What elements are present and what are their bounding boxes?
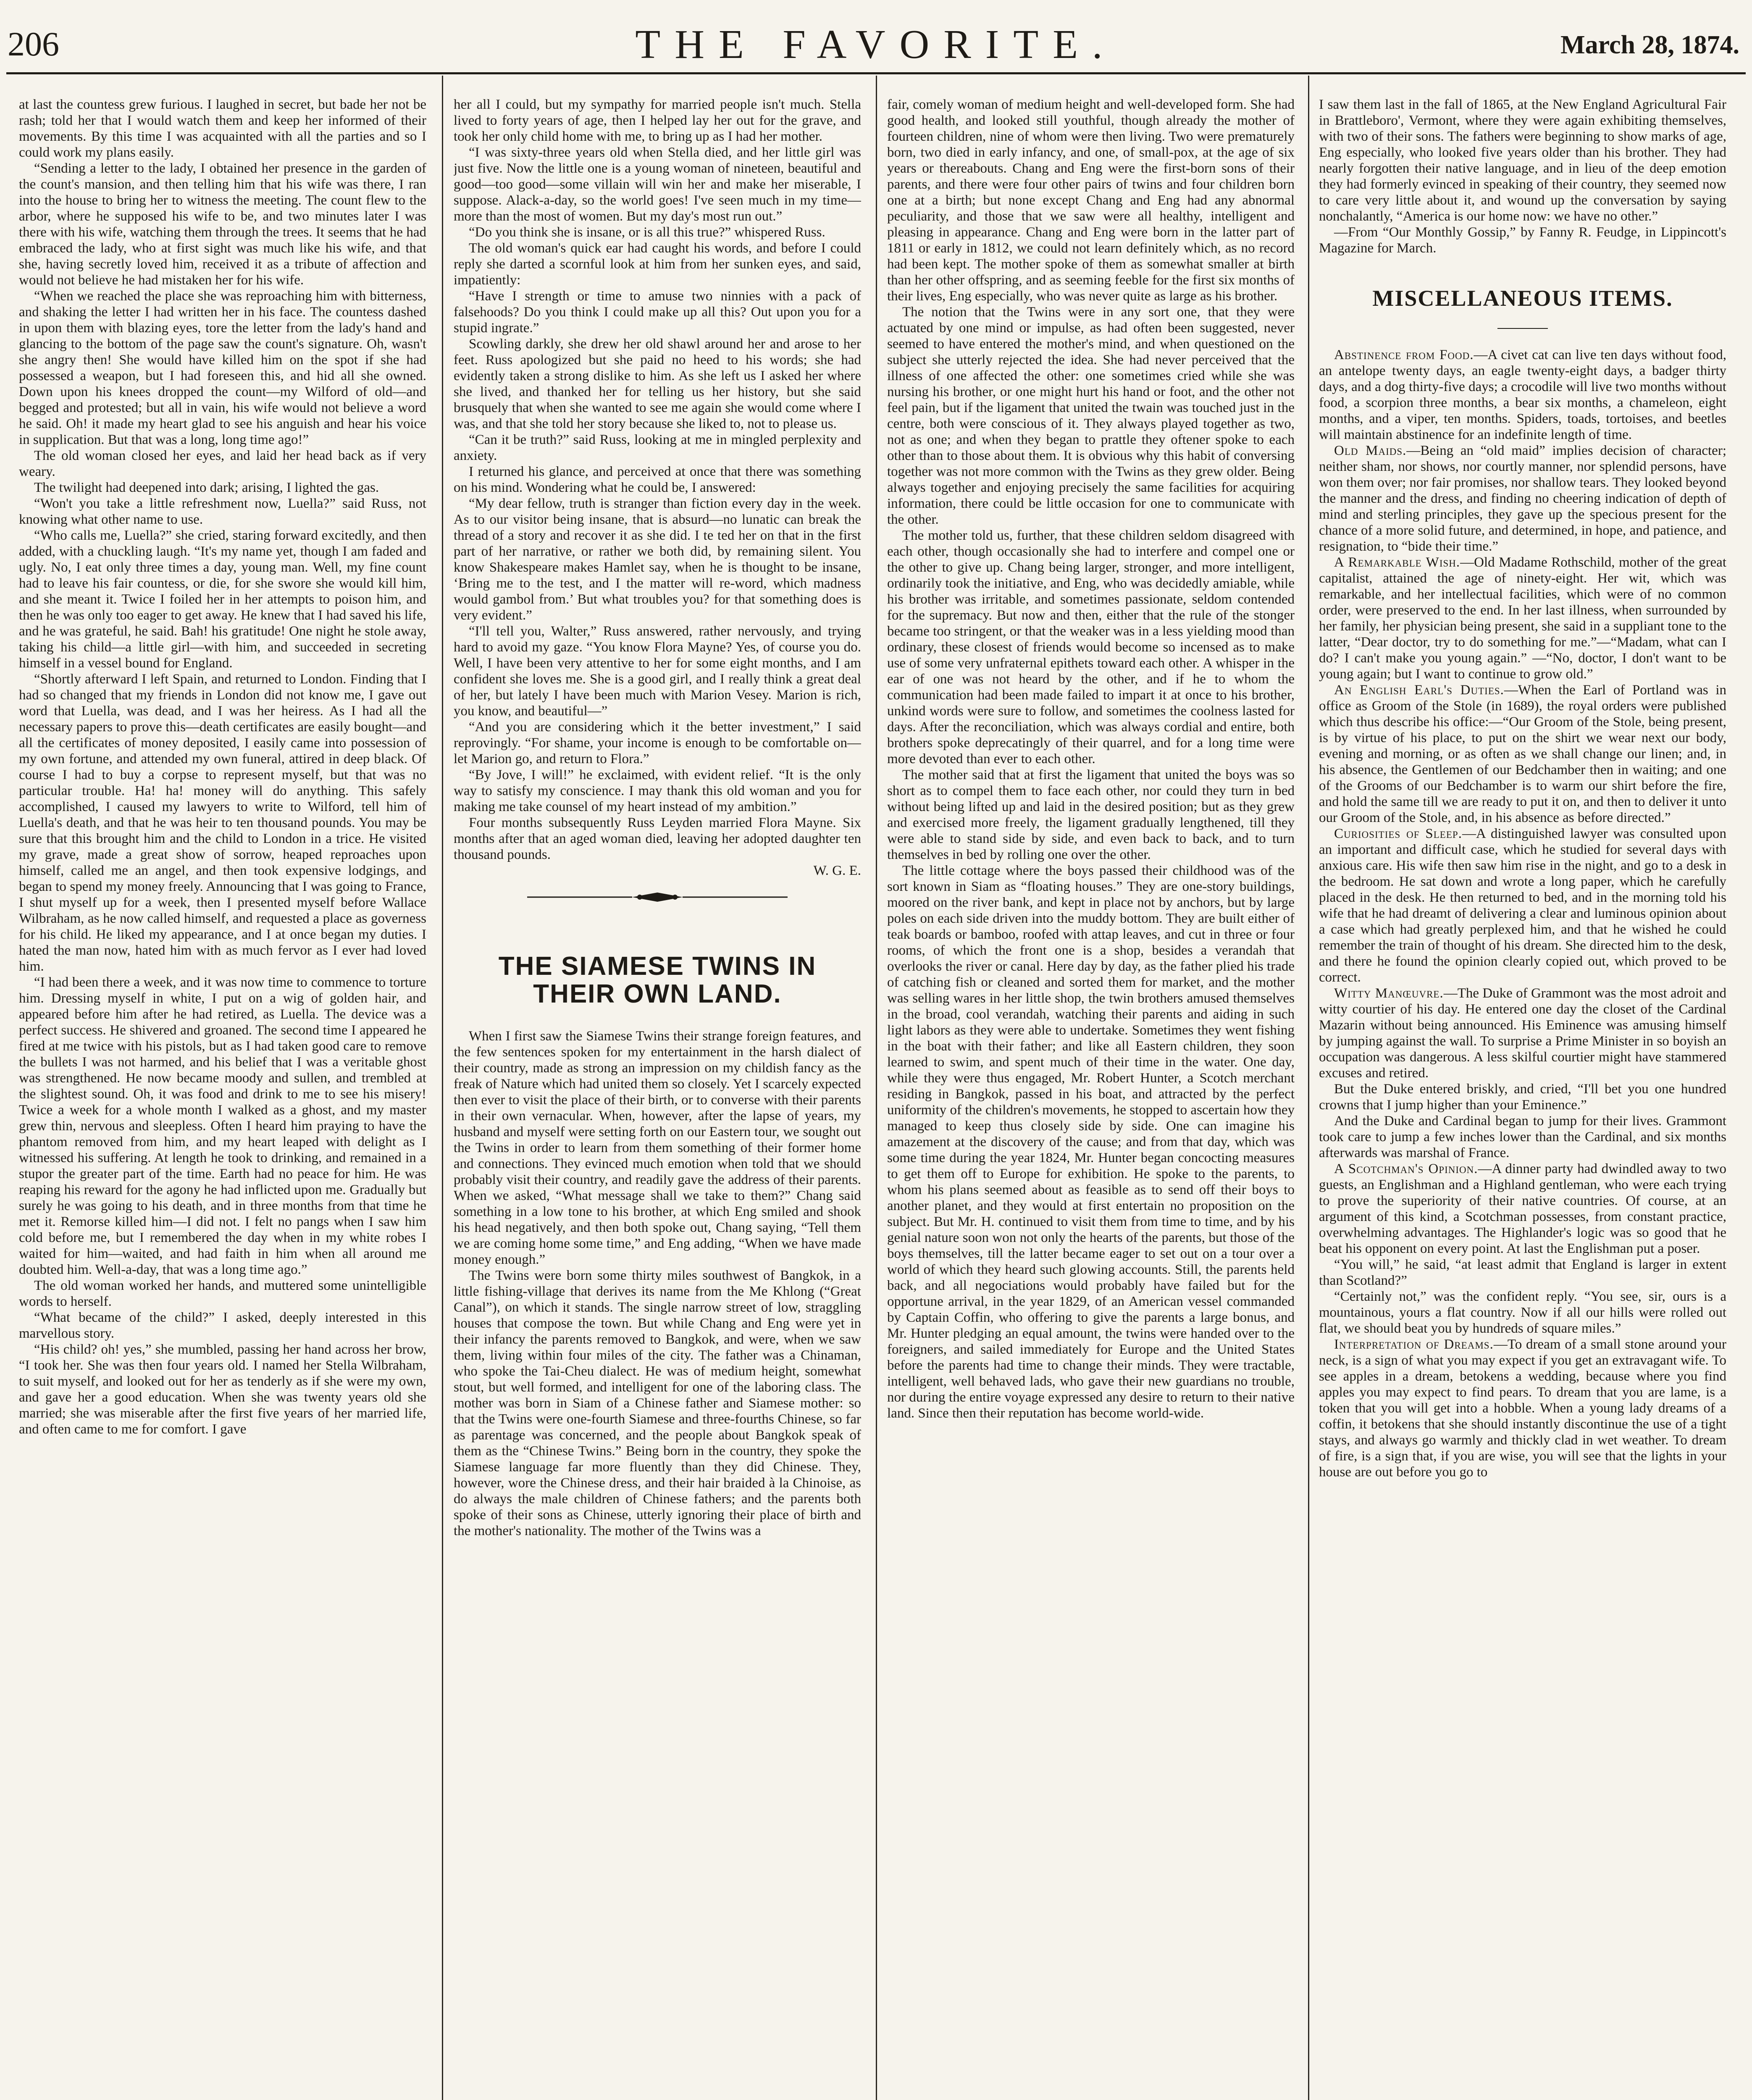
story-paragraph: “By Jove, I will!” he exclaimed, with evident relief. “It is the only way to satisfy my conscience. I may thank this old woman and you for making me take counsel of my heart instead of my ambition.” bbox=[454, 767, 861, 814]
author-signature: W. G. E. bbox=[813, 863, 861, 878]
story-paragraph: her all I could, but my sympathy for married people isn't much. Stella lived to forty years of age, then I helped lay her out for the grave, and took her only child home with me, to bring up as I had her mother. bbox=[454, 97, 861, 144]
story-paragraph: “Can it be truth?” said Russ, looking at me in mingled perplexity and anxiety. bbox=[454, 432, 861, 463]
misc-item-text: “Certainly not,” was the confident reply. “You see, sir, ours is a mountainous, yours a flat country. Now if all our hills were rolled out flat, we should beat you by hundreds of square miles.” bbox=[1319, 1289, 1726, 1336]
story-paragraph: “Shortly afterward I left Spain, and returned to London. Finding that I had so changed that my friends in London did not know me, I gave out word that Luella, was dead, and I was her heiress. As I had all the necessary papers to prove this—death certificates are easily bought—and all the certificates of money deposited, I easily came into possession of my own fortune, and attended my own funeral, attired in deep black. Of course I had to buy a corpse to represent myself, but that was no particular trouble. Ha! ha! money will do anything. This safely accomplished, I caused my lawyers to write to Wilford, tell him of Luella's death, and that he was heir to ten thousand pounds. You may be sure that this brought him and the child to London in a trice. He visited my grave, made a great show of sorrow, heaped reproaches upon himself, called me an angel, and then took expensive lodgings, and began to spend my money freely. Announcing that I was going to France, I shut myself up for a week, then I presented myself before Wallace Wilbraham, as he now called himself, and requested a place as governess for his child. He liked my appearance, and I at once began my duties. I hated the man now, hated him with as much fervor as I ever had loved him. bbox=[19, 672, 426, 974]
story-paragraph: “I'll tell you, Walter,” Russ answered, rather nervously, and trying hard to avoid my gaze. “You know Flora Mayne? Yes, of course you do. Well, I have been very attentive to her for some eight months, and I am confident she loves me. She is a good girl, and I really think a great deal of her, but lately I have been much with Marion Vesey. Marion is rich, you know, and beautiful—” bbox=[454, 624, 861, 719]
section-title: MISCELLANEOUS ITEMS. bbox=[1372, 286, 1673, 311]
article-paragraph: The mother said that at first the ligament that united the boys was so short as to compel them to face each other, nor could they turn in bed without being lifted up and laid in the desired position; but as they grew and exercised more freely, the ligament gradually lengthened, till they were able to stand side by side, and even back to back, and to turn themselves in bed by rolling one over the other. bbox=[887, 767, 1295, 862]
misc-item-heading: A Scotchman's Opinion. bbox=[1334, 1161, 1478, 1176]
misc-item bbox=[1319, 826, 1726, 985]
misc-item-text: —When the Earl of Portland was in office as Groom of the Stole (in 1689), the royal orders were published which thus describe his office:—“Our Groom of the Stole, being present, is by virtue of his place, to put on the shirt we wear next our body, evening and morning, or as often as we shall change our linen; and, in his absence, the Gentlemen of our Bedchamber then in waiting; and one of the Grooms of our Bedchamber is to warm our shirt before the fire, and hold the same till we are ready to put it on, and then to deliver it unto our Groom of the Stole, and, in his absence as before directed.” bbox=[1319, 682, 1726, 825]
column-1 bbox=[19, 97, 426, 2100]
story-paragraph: The old woman closed her eyes, and laid her head back as if very weary. bbox=[19, 448, 426, 479]
misc-item bbox=[1319, 985, 1726, 1081]
story-paragraph: Scowling darkly, she drew her old shawl around her and arose to her feet. Russ apologized but she paid no heed to his words; she had evidently taken a strong dislike to him. As she left us I asked her where she lived, and thanked her for telling us her history, but she said brusquely that when she wanted to see me again she would come where I was, and that she told her story because she liked to, not to please us. bbox=[454, 336, 861, 431]
column-4 bbox=[1319, 97, 1726, 2100]
misc-item bbox=[1319, 1161, 1726, 1257]
misc-item-text: —The Duke of Grammont was the most adroit and witty courtier of his day. He entered one day the closet of the Cardinal Mazarin without being announced. His Eminence was amusing himself by jumping against the wall. To surprise a Prime Minister in so boyish an occupation was dangerous. A less skilful courtier might have stammered excuses and retired. bbox=[1319, 986, 1726, 1081]
misc-item-text: —A dinner party had dwindled away to two guests, an Englishman and a Highland gentleman, who were each trying to prove the superiority of their native countries. Of course, at an argument of this kind, a Scotchman possesses, from constant practice, overwhelming advantages. The Highlander's logic was so good that he beat his opponent on every point. At last the Englishman put a poser. bbox=[1319, 1161, 1726, 1256]
article-paragraph: I saw them last in the fall of 1865, at the New England Agricultural Fair in Brattleboro', Vermont, where they were again exhibiting themselves, with two of their sons. The fathers were beginning to show marks of age, Eng especially, who looked five years older than his brother. They had nearly forgotten their native language, and in lieu of the deep emotion they had formerly evinced in speaking of their country, they seemed now to care very little about it, and wound up the conversation by saying nonchalantly, “America is our home now: we have no other.” bbox=[1319, 97, 1726, 224]
short-rule-icon bbox=[1497, 326, 1548, 331]
story-paragraph: “And you are considering which it the better investment,” I said reprovingly. “For shame, your income is enough to be comfortable on—let Marion go, and return to Flora.” bbox=[454, 719, 861, 766]
story-paragraph: “I had been there a week, and it was now time to commence to torture him. Dressing myself in white, I put on a wig of golden hair, and appeared before him after he had retired, as Luella. The device was a perfect success. He shivered and groaned. The second time I appeared he fired at me twice with his pistols, but as I had taken good care to remove the bullets I was not harmed, and his belief that I was a veritable ghost was strengthened. He now became moody and sullen, and trembled at the slightest sound. Oh, it was food and drink to me to see his misery! Twice a week for a whole month I walked as a ghost, and my master grew thin, nervous and sleepless. Often I heard him praying to have the phantom removed from him, and my heart leaped with delight as I witnessed his suffering. At length he took to drinking, and remained in a stupor the greater part of the time. Earth had no peace for him. He was reaping his reward for the agony he had inflicted upon me. Gradually but surely he was going to his death, and in three months from that time he met it. Remorse killed him—I did not. I felt no pangs when I saw him cold before me, but I remembered the day when in my white robes I waited for him—waited, and had faith in him when all around me doubted him. Well-a-day, that was a long time ago.” bbox=[19, 975, 426, 1277]
misc-item-text: —To dream of a small stone around your neck, is a sign of what you may expect if you get an extravagant wife. To see apples in a dream, betokens a wedding, because where you find apples you may expect to find pears. To dream that you are lame, is a token that you will get into a hobble. When a young lady dreams of a coffin, it betokens that she should instantly discontinue the use of a tight stays, and always go warmly and thickly clad in wet weather. To dream of fire, is a sign that, if you are wise, you will see that the lights in your house are out before you go to bbox=[1319, 1337, 1726, 1480]
column-divider bbox=[442, 76, 443, 2100]
misc-item bbox=[1319, 347, 1726, 443]
misc-item-text: —Being an “old maid” implies decision of character; neither sham, nor shows, nor courtly manner, nor splendid persons, have won them over; nor fair promises, nor shallow tears. They looked beyond the manner and the dress, and finding no cheering indication of depth of mind and sterling principles, they gave up the specious present for the chance of a more solid future, and determined, in hope, and patience, and resignation, to “bide their time.” bbox=[1319, 443, 1726, 554]
column-divider bbox=[876, 76, 877, 2100]
misc-item-heading: Witty Manœuvre. bbox=[1334, 986, 1444, 1001]
misc-item bbox=[1319, 1289, 1726, 1336]
article-paragraph: The little cottage where the boys passed their childhood was of the sort known in Siam as “floating houses.” They are one-story buildings, moored on the river bank, and kept in place not by anchors, but by large poles on each side driven into the muddy bottom. They are built either of teak boards or bamboo, roofed with attap leaves, and cut in three or four rooms, of which the front one is a shop, besides a verandah that overlooks the river or canal. Here day by day, as the father plied his trade of catching fish or cleaned and sorted them for market, and the mother was selling wares in her little shop, the twin brothers amused themselves in the broad, cool verandah, watching their parents and aiding in such light labors as they were able to undertake. Sometimes they went fishing in the boat with their father; and like all Eastern children, they soon learned to swim, and spent much of their time in the water. One day, while they were thus engaged, Mr. Robert Hunter, a Scotch merchant residing in Bangkok, passed in his boat, and attracted by the perfect uniformity of the children's movements, he stopped to ascertain how they managed to keep thus closely side by side. One can imagine his amazement at the discovery of the cause; and from that day, which was some time during the year 1824, Mr. Hunter began concocting measures to get them off to Europe for exhibition. He spoke to the parents, to whom his plans seemed about as feasible as to send off their boys to another planet, and they would at first entertain no proposition on the subject. But Mr. H. continued to visit them from time to time, and by his genial nature soon won not only the hearts of the parents, but those of the boys themselves, till the latter became eager to set out on a tour over a world of which they heard such glowing accounts. Still, the parents held back, and all negociations would probably have failed but for the opportune arrival, in the year 1829, of an American vessel commanded by Captain Coffin, who offering to give the parents a large bonus, and Mr. Hunter pledging an equal amount, the twins were handed over to the foreigners, and sailed immediately for Europe and the United States before the parents had time to change their minds. They were tractable, intelligent, well behaved lads, who gave their new guardians no trouble, nor during the entire voyage expressed any desire to return to their native land. Since then their reputation has become world-wide. bbox=[887, 863, 1295, 1421]
misc-item-heading: A Remarkable Wish. bbox=[1334, 555, 1460, 570]
story-paragraph: “Who calls me, Luella?” she cried, staring forward excitedly, and then added, with a chuckling laugh. “It's my name yet, though I am faded and ugly. No, I eat only three times a day, young man. Well, my fine count had to leave his fair countess, or die, for she swore she would kill him, and she meant it. Twice I foiled her in her attempts to poison him, and then he was only too eager to get away. He knew that I had saved his life, and he was grateful, he said. Bah! his gratitude! One night he stole away, taking his child—a little girl—with him, and succeeded in secreting himself in a vessel bound for England. bbox=[19, 528, 426, 671]
story-paragraph: “Do you think she is insane, or is all this true?” whispered Russ. bbox=[469, 225, 825, 240]
misc-item-text: —Old Madame Rothschild, mother of the great capitalist, attained the age of ninety-eight. Her wit, which was remarkable, and her intellectual facilities, which were of no common order, were preserved to the end. In her last illness, when surrounded by her family, her physician being present, she said in a suppliant tone to the latter, “Dear doctor, try to do something for me.”—“Madam, what can I do? I can't make you young again.” —“No, doctor, I don't want to be young again; but I want to continue to grow old.” bbox=[1319, 555, 1726, 682]
misc-item-heading: Abstinence from Food. bbox=[1334, 347, 1474, 362]
misc-item bbox=[1319, 1257, 1726, 1289]
misc-item bbox=[1319, 1113, 1726, 1161]
page-number: 206 bbox=[8, 25, 59, 63]
misc-item-heading: Curiosities of Sleep. bbox=[1334, 826, 1462, 841]
misc-item bbox=[1319, 443, 1726, 554]
misc-item-text: —A civet cat can live ten days without food, an antelope twenty days, an eagle twenty-eight days, a badger thirty days, and a dog thirty-five days; a crocodile will live two months without food, a scorpion three months, a bear six months, a chameleon, eight months, and a viper, ten months. Spiders, toads, tortoises, and beetles will maintain abstinence for an indefinite length of time. bbox=[1319, 347, 1726, 442]
story-paragraph: Four months subsequently Russ Leyden married Flora Mayne. Six months after that an aged woman died, leaving her adopted daughter ten thousand pounds. bbox=[454, 815, 861, 862]
story-paragraph: The old woman worked her hands, and muttered some unintelligible words to herself. bbox=[19, 1278, 426, 1309]
story-paragraph: “I was sixty-three years old when Stella died, and her little girl was just five. Now the little one is a young woman of nineteen, beautiful and good—too good—some villain will win her and make her miserable, I suppose. Alack-a-day, so the world goes! I've seen much in my time—more than the most of women. But my day's most run out.” bbox=[454, 145, 861, 224]
article-paragraph: The Twins were born some thirty miles southwest of Bangkok, in a little fishing-village that derives its name from the Me Khlong (“Great Canal”), on which it stands. The single narrow street of low, straggling houses that compose the town. But while Chang and Eng were yet in their infancy the parents removed to Bangkok, and were, when we saw them, living within four miles of the city. The father was a Chinaman, who spoke the Tai-Cheu dialect. He was of medium height, somewhat stout, but well formed, and intelligent for one of the laboring class. The mother was born in Siam of a Chinese father and Siamese mother: so that the Twins were one-fourth Siamese and three-fourths Chinese, so far as parentage was concerned, and the people about Bangkok speak of them as the “Chinese Twins.” Being born in the country, they spoke the Siamese language far more fluently than they did Chinese. They, however, wore the Chinese dress, and their hair braided à la Chinoise, as do always the male children of Chinese fathers; and the parents both spoke of their sons as Chinese, utterly ignoring their place of birth and the mother's nationality. The mother of the Twins was a bbox=[454, 1268, 861, 1538]
misc-item bbox=[1319, 554, 1726, 682]
story-paragraph: “His child? oh! yes,” she mumbled, passing her hand across her brow, “I took her. She was then four years old. I named her Stella Wilbraham, to suit myself, and looked out for her as tenderly as if she were my own, and gave her a good education. When she was twenty years old she married; she was miserable after the first five years of her married life, and often came to me for comfort. I gave bbox=[19, 1342, 426, 1437]
column-3 bbox=[887, 97, 1295, 2100]
misc-item-text: But the Duke entered briskly, and cried, “I'll bet you one hundred crowns that I jump higher than your Eminence.” bbox=[1319, 1082, 1726, 1113]
story-paragraph: “What became of the child?” I asked, deeply interested in this marvellous story. bbox=[19, 1310, 426, 1341]
masthead bbox=[0, 0, 1752, 84]
column-divider bbox=[1308, 76, 1309, 2100]
article-paragraph: The mother told us, further, that these children seldom disagreed with each other, though occasionally she had to interfere and compel one or the other to give up. Chang being larger, stronger, and more intelligent, ordinarily took the initiative, and Eng, who was decidedly amiable, while his brother was irritable, and sometimes passionate, seldom contended for the supremacy. But now and then, either that the rule of the stonger became too stringent, or that the weaker was in a less yielding mood than ordinary, these closest of friends would become so incensed as to make use of some very unfraternal epithets toward each other. A whisper in the ear of one was not heard by the other, and if he to whom the communication had been made failed to impart it at once to his brother, unkind words were sure to follow, and sometimes the coolness lasted for days. After the reconciliation, which was always cordial and entire, both brothers spoke deprecatingly of their quarrel, and for a long time were more devoted than ever to each other. bbox=[887, 528, 1295, 766]
misc-item-text: And the Duke and Cardinal began to jump for their lives. Grammont took care to jump a few inches lower than the Cardinal, and six months afterwards was marshal of France. bbox=[1319, 1113, 1726, 1160]
story-paragraph: I returned his glance, and perceived at once that there was something on his mind. Wondering what he could be, I answered: bbox=[454, 464, 861, 495]
story-paragraph: “Have I strength or time to amuse two ninnies with a pack of falsehoods? Do you think I could make up all this? Out upon you for a stupid ingrate.” bbox=[454, 289, 861, 336]
story-paragraph: “My dear fellow, truth is stranger than fiction every day in the week. As to our visitor being insane, that is absurd—no lunatic can break the thread of a story and recover it as she did. I te ted her on that in the first part of her narrative, or rather we both did, by remaining silent. You know Shakespeare makes Hamlet say, when he is thought to be insane, ‘Bring me to the test, and I the matter will re-word, which madness would gambol from.’ But what troubles you? for that something does is very evident.” bbox=[454, 496, 861, 623]
misc-item-text: —A distinguished lawyer was consulted upon an important and difficult case, which he studied for several days with anxious care. His wife then saw him rise in the night, and go to a desk in the bedroom. He sat down and wrote a long paper, which he carefully placed in the desk. He then returned to bed, and in the morning told his wife that he had dreamt of delivering a clear and luminous opinion about a case which had greatly perplexed him, and that he wished he could remember the train of thought of his dream. She directed him to the desk, and there he found the opinion clearly copied out, which proved to be correct. bbox=[1319, 826, 1726, 985]
article-paragraph: fair, comely woman of medium height and well-developed form. She had good health, and looked still youthful, though already the mother of fourteen children, nine of whom were then living. Two were prematurely born, two died in early infancy, and one, of small-pox, at the age of six years or thereabouts. Chang and Eng were the first-born sons of their parents, and there were four other pairs of twins and four children born one at a birth; but none except Chang and Eng had any abnormal peculiarity, and those that we saw were all healthy, intelligent and pleasing in appearance. Chang and Eng were born in the latter part of 1811 or early in 1812, we could not learn definitely which, as no record had been kept. The mother spoke of them as somewhat smaller at birth than her other offspring, and as seeming feeble for the first six months of their lives, Eng especially, who was never quite as large as his brother. bbox=[887, 97, 1295, 304]
article-title: THE SIAMESE TWINS IN THEIR OWN LAND. bbox=[498, 952, 817, 1008]
ornament-rule-icon bbox=[527, 892, 788, 903]
misc-item-heading: An English Earl's Duties. bbox=[1334, 682, 1504, 698]
story-paragraph: “Won't you take a little refreshment now, Luella?” said Russ, not knowing what other name to use. bbox=[19, 496, 426, 527]
misc-item-heading: Interpretation of Dreams. bbox=[1334, 1337, 1494, 1352]
issue-date: March 28, 1874. bbox=[1560, 31, 1739, 59]
newspaper-title: THE FAVORITE. bbox=[635, 22, 1117, 67]
story-paragraph: at last the countess grew furious. I laughed in secret, but bade her not be rash; told her that I would watch them and keep her informed of their movements. By this time I was acquainted with all the parties and so I could work my plans easily. bbox=[19, 97, 426, 160]
article-credit: —From “Our Monthly Gossip,” by Fanny R. Feudge, in Lippincott's Magazine for March. bbox=[1319, 225, 1726, 256]
misc-item bbox=[1319, 682, 1726, 826]
story-paragraph: “When we reached the place she was reproaching him with bitterness, and shaking the letter I had written her in his face. The countess dashed in upon them with blazing eyes, tore the letter from the lady's hand and glancing to the bottom of the page saw the count's signature. Oh, wasn't she angry then! She would have killed him on the spot if she had possessed a weapon, but I had foreseen this, and hid all she owned. Down upon his knees dropped the count—my Wilford of old—and begged and protested; but all in vain, his wife would not believe a word he said. Oh! it made my heart glad to see his anguish and hear his voice in supplication. But that was a long, long time ago!” bbox=[19, 289, 426, 447]
header-rule bbox=[6, 72, 1746, 74]
article-paragraph: When I first saw the Siamese Twins their strange foreign features, and the few sentences spoken for my entertainment in the harsh dialect of their country, made as strong an impression on my childish fancy as the freak of Nature which had united them so closely. Yet I scarcely expected then ever to visit the place of their birth, or to converse with their parents in their own vernacular. When, however, after the lapse of years, my husband and myself were setting forth on our Eastern tour, we sought out the Twins in order to learn from them something of their former home and connections. They evinced much emotion when told that we should probably visit their country, and readily gave the address of their parents. When we asked, “What message shall we take to them?” Chang said something in a low tone to his brother, at which Eng smiled and shook his head negatively, and then both spoke out, Chang saying, “Tell them we are coming home some time,” and Eng adding, “When we have made money enough.” bbox=[454, 1029, 861, 1267]
misc-item-heading: Old Maids. bbox=[1334, 443, 1407, 458]
misc-item bbox=[1319, 1336, 1726, 1480]
misc-item-text: “You will,” he said, “at least admit that England is larger in extent than Scotland?” bbox=[1319, 1257, 1726, 1288]
section-rule bbox=[1319, 318, 1726, 334]
article-paragraph: The notion that the Twins were in any sort one, that they were actuated by one mind or impulse, as had often been suggested, never seemed to have entered the mother's mind, and when questioned on the subject she utterly rejected the idea. She had never perceived that the illness of one affected the other: one sometimes cried while she was nursing his brother, or one might hurt his hand or foot, and the other not feel pain, but if the ligament that united the twain was touched just in the centre, both were conscious of it. They always played together as two, not as one; and when they began to prattle they oftener spoke to each other than to those about them. It is obvious why this habit of conversing together was not more common with the Twins as they grew older. Being always together and enjoying precisely the same facilities for acquiring information, there could be little occasion for one to communicate with the other. bbox=[887, 304, 1295, 527]
misc-item bbox=[1319, 1081, 1726, 1113]
story-paragraph: “Sending a letter to the lady, I obtained her presence in the garden of the count's mansion, and then telling him that his wife was there, I ran into the house to bring her to witness the meeting. The count flew to the arbor, where he supposed his wife to be, and two minutes later I was there with his wife, watching them through the trees. It seems that he had embraced the lady, who at first sight was much like his wife, and that she, having secretly loved him, received it as a tribute of affection and would not believe he had mistaken her for his wife. bbox=[19, 161, 426, 288]
story-paragraph: The old woman's quick ear had caught his words, and before I could reply she darted a scornful look at him from her sunken eyes, and said, impatiently: bbox=[454, 241, 861, 288]
story-paragraph: The twilight had deepened into dark; arising, I lighted the gas. bbox=[34, 480, 379, 495]
section-ornament bbox=[454, 890, 861, 906]
column-2 bbox=[454, 97, 861, 2100]
